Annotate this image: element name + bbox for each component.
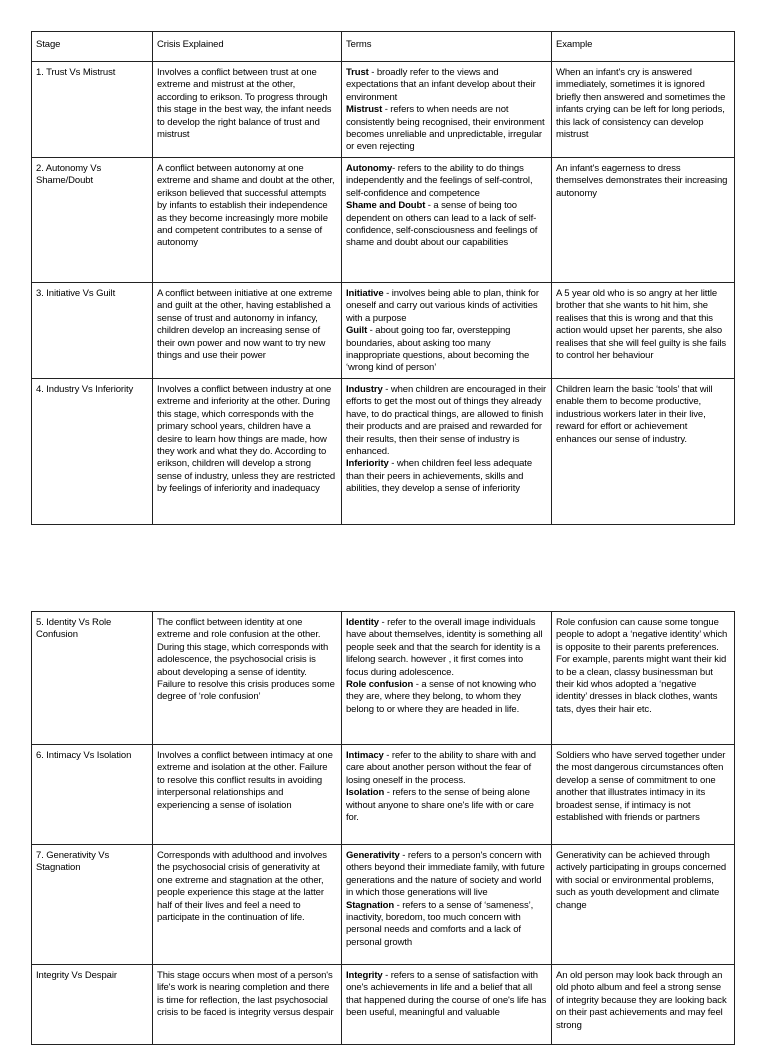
term-definition: - refers to a person's concern with others beyond their immediate family, with future generations and the nature of society and world in which those generations will live [346,850,545,899]
term-name: Trust [346,67,369,78]
table-row-identity-vs-role-confusion [32,612,735,745]
table-row-industry-vs-inferiority [32,379,735,525]
term-definition: - refer to the ability to share with and care about another person without the fear of losing oneself in the process. [346,750,536,786]
term-name: Generativity [346,850,400,861]
crisis-cell: This stage occurs when most of a person's life's work is nearing completion and there is time for reflection, the last psychosocial crisis to be faced is integrity versus despair [153,965,342,1045]
term-definition: - refers to the sense of being alone without anyone to share one's life with or care for. [346,787,534,824]
example-cell: Soldiers who have served together under the most dangerous circumstances often develop a sense of commitment to one another that illustrates intimacy in its broadest sense, if intimacy is not established with friends or partners [552,745,735,845]
term-definition: - refer to the overall image individuals have about themselves, identity is something all people seek and that the search for identity is a lifelong search. however , it first comes into focus during adolescence. [346,617,543,678]
term-definition: - refers to a sense of ‘sameness’, inactivity, boredom, too much concern with personal needs and comforts and a lack of personal growth [346,899,534,948]
term-definition: - involves being able to plan, think for oneself and carry out various kinds of activities with a purpose [346,288,539,324]
example-cell: A 5 year old who is so angry at her little brother that she wants to hit him, she realises that this is wrong and that this action would upset her parents, she also realises that she will feel guilty is she fails to control her behaviour [552,283,735,379]
terms-cell [342,379,552,525]
table-row-generativity-vs-stagnation [32,845,735,965]
crisis-cell: A conflict between autonomy at one extreme and shame and doubt at the other, erikson believed that successful attempts by infants to establish their independence as they become increasingly more mobile and competent contributes to a sense of autonomy [153,158,342,283]
term-name: Mistrust [346,104,383,116]
terms-cell [342,612,552,745]
terms-cell [342,745,552,845]
crisis-cell: Involves a conflict between trust at one extreme and mistrust at the other, according to erikson. To progress through this stage in the best way, the infant needs to develop the right balance of trust and mistrust [153,62,342,158]
crisis-cell: Involves a conflict between intimacy at one extreme and isolation at the other. Failure to resolve this conflict results in avoiding interpersonal relationships and experiencing a sense of isolation [153,745,342,845]
example-cell: An infant's eagerness to dress themselves demonstrates their increasing autonomy [552,158,735,283]
term-name: Autonomy [346,163,393,174]
example-cell: Generativity can be achieved through actively participating in groups concerned with social or environmental problems, such as youth development and climate change [552,845,735,965]
term-definition: - a sense of being too dependent on others can lead to a lack of self-confidence, self-consciousness and feelings of shame and doubt about our capabilities [346,200,538,249]
table-row-autonomy-vs-shame-doubt [32,158,735,283]
example-cell: When an infant's cry is answered immediately, sometimes it is ignored briefly then answered and sometimes the infants crying can be left for long periods, this lack of consistency can develop mistrust [552,62,735,158]
term-name: Shame and Doubt [346,200,426,212]
term-name: Integrity [346,970,383,981]
table-row-integrity-vs-despair [32,965,735,1045]
header-terms: Terms [342,32,552,62]
term-definition: - when children feel less adequate than their peers in achievements, skills and abilities, they develop a sense of inferiority [346,458,533,495]
terms-cell [342,158,552,283]
header-example: Example [552,32,735,62]
stage-table-2 [31,611,735,1045]
terms-cell [342,62,552,158]
term-definition: - when children are encouraged in their efforts to get the most out of things they already have, to do practical things, are allowed to finish their products and are praised and rewarded for their results, then their sense of industry is enhanced. [346,384,547,458]
term-name: Industry [346,384,383,395]
term-definition: - refers to a sense of satisfaction with one's achievements in life and a belief that all that happened during the course of one's life has been useful, meaningful and valuable [346,970,547,1019]
term-definition: - refers to when needs are not consistently being recognised, their environment becomes unreliable and unpredictable, irregular or even rejecting [346,104,545,153]
crisis-cell: Corresponds with adulthood and involves the psychosocial crisis of generativity at one extreme and stagnation at the other, people experience this stage at the latter half of their lives and feel a need to participate in the continuation of life. [153,845,342,965]
table-row-trust-vs-mistrust [32,62,735,158]
stage-cell: Integrity Vs Despair [32,965,153,1045]
term-definition: - refers to the ability to do things independently and the feelings of self-control, self-confidence and competence [346,163,533,199]
term-name: Initiative [346,288,384,299]
term-definition: - broadly refer to the views and expectations that an infant develop about their environment [346,67,536,103]
stage-cell: 7. Generativity Vs Stagnation [32,845,153,965]
header-crisis-explained: Crisis Explained [153,32,342,62]
term-name: Identity [346,617,379,628]
table-row-intimacy-vs-isolation [32,745,735,845]
example-cell: Role confusion can cause some tongue people to adopt a ‘negative identity’ which is opposite to their parents preferences. For example, parents might want their kid to be a clean, classy businessman but their kid whos adopted a ‘negative identity’ dresses in black clothes, wants tats, dyes their hair etc. [552,612,735,745]
stage-cell: 1. Trust Vs Mistrust [32,62,153,158]
term-name: Inferiority [346,458,389,470]
table-header-row [32,32,735,62]
term-definition: - a sense of not knowing who they are, where they belong, to whom they belong to or where they are headed in life. [346,679,537,715]
term-name: Isolation [346,787,385,799]
stage-table-1 [31,31,735,525]
term-name: Intimacy [346,750,384,761]
terms-cell [342,965,552,1045]
crisis-cell: Involves a conflict between industry at one extreme and inferiority at the other. During this stage, which corresponds with the primary school years, children have a desire to learn how things are made, how they work and what they do. According to erikson, children will develop a strong sense of industry, unless they are restricted by feelings of inferiority and inadequacy [153,379,342,525]
header-stage: Stage [32,32,153,62]
example-cell: An old person may look back through an old photo album and feel a strong sense of integrity because they are looking back on their past achievements and may feel strong [552,965,735,1045]
stage-cell: 2. Autonomy Vs Shame/Doubt [32,158,153,283]
crisis-cell: A conflict between initiative at one extreme and guilt at the other, having established a sense of trust and autonomy in infancy, children develop an increasing sense of their own power and now want to try new things and use their power [153,283,342,379]
example-cell: Children learn the basic ‘tools’ that will enable them to become productive, industrious workers later in their live, reward for effort or achievement enhances our sense of industry. [552,379,735,525]
stage-cell: 3. Initiative Vs Guilt [32,283,153,379]
term-name: Role confusion [346,679,414,691]
term-definition: - about going too far, overstepping boundaries, about asking too many inappropriate questions, about becoming the ‘wrong kind of person’ [346,325,530,374]
stage-cell: 4. Industry Vs Inferiority [32,379,153,525]
term-name: Guilt [346,325,368,337]
term-name: Stagnation [346,899,395,911]
crisis-cell: The conflict between identity at one extreme and role confusion at the other. During this stage, which corresponds with adolescence, the psychosocial crisis is about developing a sense of identity. Failure to resolve this crisis produces some degree of ‘role confusion’ [153,612,342,745]
stage-cell: 6. Intimacy Vs Isolation [32,745,153,845]
stage-cell: 5. Identity Vs Role Confusion [32,612,153,745]
terms-cell [342,283,552,379]
table-row-initiative-vs-guilt [32,283,735,379]
terms-cell [342,845,552,965]
